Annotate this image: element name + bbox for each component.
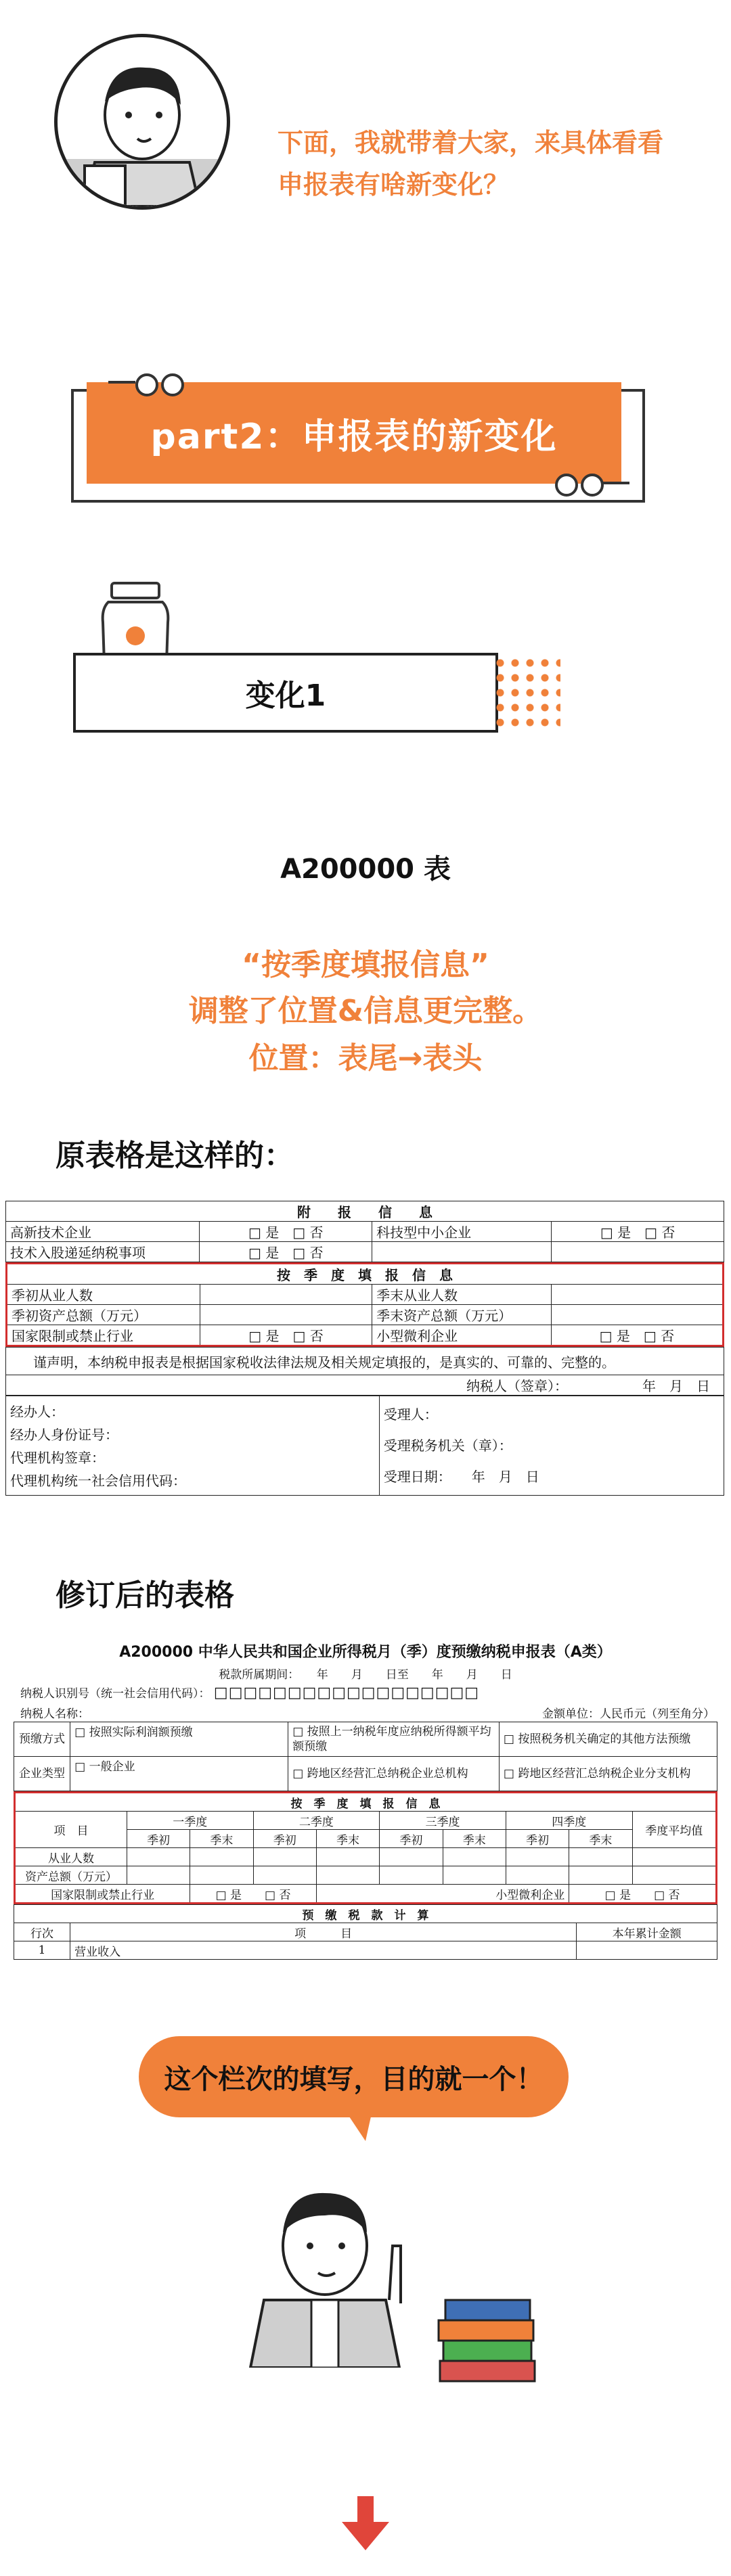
label-tech-stock: 技术入股递延纳税事项 — [6, 1242, 200, 1262]
old-form-heading: 原表格是这样的： — [56, 1138, 294, 1173]
decor-circle-icon — [161, 373, 184, 396]
cartoon-man-icon — [58, 37, 227, 206]
old-header: 附 报 信 息 — [6, 1201, 724, 1222]
intro-text — [278, 122, 711, 206]
quarter-2: 二季度 — [253, 1812, 380, 1830]
sub-col-end: 季末 — [569, 1830, 632, 1848]
new-calc-table — [14, 1904, 717, 1960]
new-quarter-section — [14, 1791, 717, 1904]
old-form — [5, 1201, 724, 1496]
new-form — [14, 1640, 717, 1960]
receive-date-label: 受理日期： 年 月 日 — [383, 1469, 539, 1485]
sub-col-start: 季初 — [127, 1830, 190, 1848]
sub-col-end: 季末 — [316, 1830, 379, 1848]
old-quarter-header: 按 季 度 填 报 信 息 — [7, 1264, 724, 1285]
quarter-3: 三季度 — [380, 1812, 506, 1830]
agent-id-label: 经办人身份证号： — [10, 1427, 118, 1443]
row-assets: 资产总额（万元） — [15, 1866, 127, 1885]
section-title: 变化1 — [73, 653, 498, 733]
col-total: 本年累计金额 — [577, 1923, 717, 1941]
label-q-start-employees: 季初从业人数 — [7, 1285, 200, 1305]
line-1-no: 1 — [14, 1941, 70, 1960]
down-arrow-icon — [342, 2496, 389, 2553]
label-q-start-assets: 季初资产总额（万元） — [7, 1305, 200, 1325]
intro-line-2: 申报表有啥新变化？ — [278, 170, 510, 200]
sub-col-start: 季初 — [253, 1830, 316, 1848]
speech-bubble: 这个栏次的填写，目的就一个！ — [139, 2036, 569, 2117]
intro-line-1: 下面，我就带着大家，来具体看看 — [278, 128, 664, 158]
old-sign-area — [5, 1396, 724, 1496]
amount-unit: 金额单位：人民币元（列至角分） — [542, 1707, 715, 1721]
agency-code-label: 代理机构统一社会信用代码： — [10, 1473, 186, 1489]
taxpayer-id-label: 纳税人识别号（统一社会信用代码）： — [20, 1687, 211, 1701]
ent-type-label: 企业类型 — [14, 1757, 70, 1791]
restricted-value: □ 是 □ 否 — [190, 1885, 317, 1904]
restricted-label: 国家限制或禁止行业 — [15, 1885, 190, 1904]
prepay-option-3: □ 按照税务机关确定的其他方法预缴 — [499, 1722, 717, 1757]
declaration-text: 谨声明，本纳税申报表是根据国家税收法律法规及相关规定填报的，是真实的、可靠的、完整的。 — [6, 1348, 724, 1375]
col-seq: 行次 — [14, 1923, 70, 1941]
dot-pattern — [493, 656, 560, 730]
new-quarter-header: 按 季 度 填 报 信 息 — [15, 1793, 717, 1812]
sub-col-end: 季末 — [443, 1830, 506, 1848]
presenter-avatar — [54, 34, 230, 210]
banner-title: part2：申报表的新变化 — [87, 382, 621, 484]
cartoon-man-icon — [223, 2144, 426, 2368]
receiver-label: 受理人： — [383, 1406, 438, 1423]
item-label: 项 目 — [15, 1812, 127, 1848]
calc-header: 预 缴 税 款 计 算 — [14, 1905, 717, 1923]
sub-col-end: 季末 — [190, 1830, 253, 1848]
agent-label: 经办人： — [10, 1404, 64, 1420]
quarter-1: 一季度 — [127, 1812, 253, 1830]
sub-col-start: 季初 — [506, 1830, 569, 1848]
label-q-end-employees: 季末从业人数 — [372, 1285, 552, 1305]
ent-option-2: □ 跨地区经营汇总纳税企业总机构 — [288, 1757, 500, 1791]
col-item: 项 目 — [70, 1923, 577, 1941]
taxpayer-sign: 纳税人（签章）： 年 月 日 — [6, 1375, 724, 1396]
table-name: A200000 表 — [280, 854, 451, 885]
taxpayer-name-label: 纳税人名称： — [20, 1707, 89, 1721]
checkbox-tech-sme: □ 是 □ 否 — [552, 1222, 724, 1242]
line-1-item: 营业收入 — [70, 1941, 577, 1960]
quarter-average: 季度平均值 — [632, 1812, 716, 1848]
tax-period: 税款所属期间： 年 月 日至 年 月 日 — [219, 1668, 512, 1682]
label-restricted: 国家限制或禁止行业 — [7, 1325, 200, 1346]
label-high-tech: 高新技术企业 — [6, 1222, 200, 1242]
new-method-table — [14, 1722, 717, 1791]
checkbox-small-profit: □ 是 □ 否 — [551, 1325, 723, 1346]
taxpayer-id-boxes: □□□□□□□□□□□□□□□□□□ — [213, 1684, 480, 1701]
old-declaration — [5, 1347, 724, 1396]
label-small-profit: 小型微利企业 — [372, 1325, 552, 1346]
small-profit-value: □ 是 □ 否 — [569, 1885, 717, 1904]
label-q-end-assets: 季末资产总额（万元） — [372, 1305, 552, 1325]
prepay-option-1: □ 按照实际利润额预缴 — [70, 1722, 288, 1757]
decor-circle-icon — [581, 474, 604, 497]
emphasis-line-3: 位置：表尾→表头 — [248, 1041, 483, 1076]
books-icon — [433, 2286, 541, 2388]
emphasis-line-2: 调整了位置&信息更完整。 — [188, 994, 543, 1028]
old-form-table — [5, 1201, 724, 1262]
bubble-tail — [345, 2111, 372, 2141]
small-profit-label: 小型微利企业 — [316, 1885, 569, 1904]
ent-option-3: □ 跨地区经营汇总纳税企业分支机构 — [499, 1757, 717, 1791]
new-form-title: A200000 中华人民共和国企业所得税月（季）度预缴纳税申报表（A类） — [119, 1644, 612, 1661]
old-quarter-section — [5, 1262, 724, 1347]
checkbox-high-tech: □ 是 □ 否 — [200, 1222, 372, 1242]
decor-line — [602, 482, 629, 484]
quarter-4: 四季度 — [506, 1812, 632, 1830]
prepay-option-2: □ 按照上一纳税年度应纳税所得额平均额预缴 — [288, 1722, 500, 1757]
emphasis-line-1: “按季度填报信息” — [242, 948, 489, 982]
decor-line — [108, 381, 135, 384]
checkbox-tech-stock: □ 是 □ 否 — [200, 1242, 372, 1262]
label-tech-sme: 科技型中小企业 — [372, 1222, 552, 1242]
agency-sign-label: 代理机构签章： — [10, 1450, 105, 1466]
decor-circle-icon — [555, 474, 578, 497]
prepay-method-label: 预缴方式 — [14, 1722, 70, 1757]
decor-circle-icon — [135, 373, 158, 396]
checkbox-restricted: □ 是 □ 否 — [200, 1325, 372, 1346]
receiving-org-label: 受理税务机关（章）： — [383, 1438, 512, 1454]
sub-col-start: 季初 — [380, 1830, 443, 1848]
ent-option-1: □ 一般企业 — [70, 1757, 288, 1791]
row-employees: 从业人数 — [15, 1848, 127, 1866]
new-form-heading: 修订后的表格 — [56, 1578, 234, 1613]
